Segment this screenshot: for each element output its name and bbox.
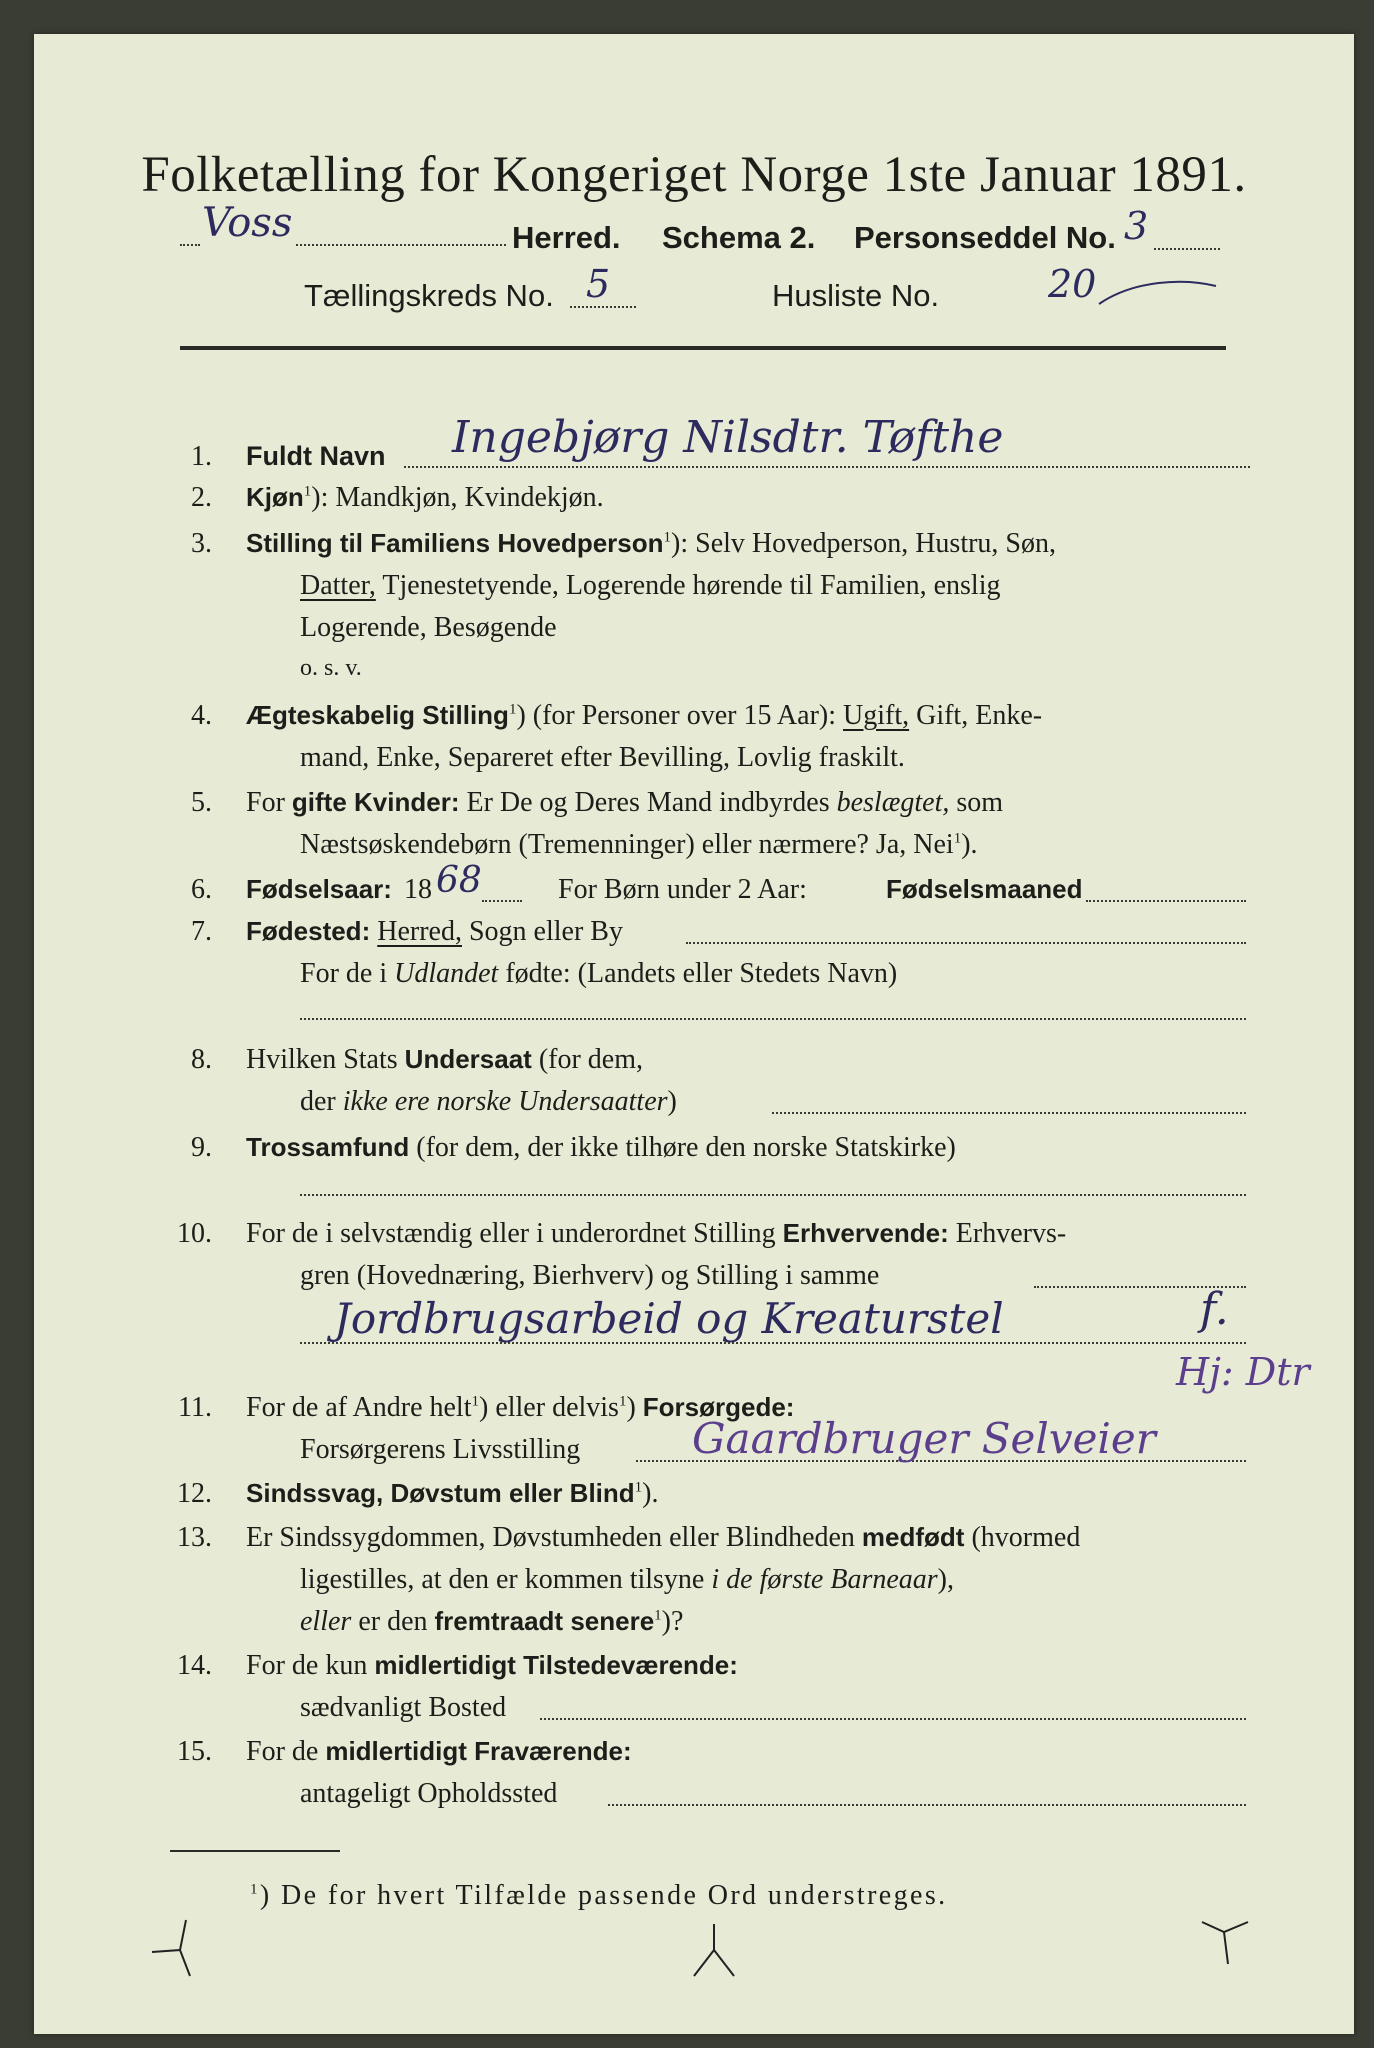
q8-line2-italic: ikke ere norske Undersaatter <box>342 1086 668 1117</box>
q3-line1-rest: ): Selv Hovedperson, Hustru, Søn, <box>671 528 1056 559</box>
q13-line1 <box>246 1524 1080 1552</box>
personseddel-value: 3 <box>1124 204 1149 248</box>
husliste-flourish <box>1094 270 1224 320</box>
q5-sup: 1 <box>953 830 962 847</box>
q8-line2 <box>300 1088 677 1116</box>
personseddel-dots <box>1154 248 1220 250</box>
q10-line1 <box>246 1220 1066 1248</box>
q10-annotation: Hj: Dtr <box>1176 1350 1310 1394</box>
footnote-text: ) De for hvert Tilfælde passende Ord understreges. <box>259 1880 948 1911</box>
q7-number: 7. <box>191 916 212 947</box>
q11-line1-mid: ) eller delvis <box>479 1392 619 1423</box>
q13-line3-post: )? <box>661 1606 684 1637</box>
q7-line1 <box>246 918 623 946</box>
q15-dots <box>608 1804 1246 1806</box>
q9-number: 9. <box>191 1132 212 1163</box>
corner-mark-center <box>684 1914 744 1984</box>
q8-line1-pre: Hvilken Stats <box>246 1044 405 1075</box>
q8-dots <box>772 1112 1246 1114</box>
q13-line2-italic: i de første Barneaar <box>711 1564 938 1595</box>
husliste-value: 20 <box>1048 262 1097 306</box>
q10-number: 10. <box>177 1218 212 1249</box>
q12-bold: Sindssvag, Døvstum eller Blind <box>246 1478 635 1508</box>
q3-line4: o. s. v. <box>300 655 362 681</box>
q9-dots <box>300 1194 1246 1196</box>
q6-label2: Fødselsmaaned <box>886 874 1083 904</box>
q9-rest: (for dem, der ikke tilhøre den norske Statskirke) <box>409 1132 956 1163</box>
q7-dots-1 <box>686 942 1246 944</box>
q7-herred: Herred, <box>377 916 462 947</box>
q11-line1-pre: For de af Andre helt <box>246 1392 472 1423</box>
q5-number: 5. <box>191 787 212 818</box>
q7-line2-pre: For de i <box>300 958 395 989</box>
q13-line3 <box>300 1608 683 1636</box>
q13-bold: medfødt <box>861 1522 965 1552</box>
q7-rest: Sogn eller By <box>461 916 623 947</box>
q13-line3-italic: eller <box>300 1606 352 1637</box>
q15-bold: midlertidigt Fraværende: <box>325 1736 632 1766</box>
q4-line1 <box>246 702 1042 730</box>
census-form-page <box>34 34 1354 2034</box>
q14-number: 14. <box>177 1650 212 1681</box>
q3-datter: Datter, <box>300 570 376 601</box>
q5-italic: beslægtet, <box>836 787 950 818</box>
q2-label: Kjøn <box>246 482 304 512</box>
q6-prefix: 18 <box>404 874 432 905</box>
q4-line2: mand, Enke, Separeret efter Bevilling, Lovlig fraskilt. <box>300 742 905 773</box>
q14-bold: midlertidigt Tilstedeværende: <box>374 1650 738 1680</box>
q3-line1 <box>246 530 1056 558</box>
q6-dots-month <box>1086 900 1246 902</box>
q5-line2-text: Næstsøskendebørn (Tremenninger) eller nærmere? Ja, Nei <box>300 829 954 860</box>
q13-line2-pre: ligestilles, at den er kommen tilsyne <box>300 1564 712 1595</box>
footnote-rule <box>170 1850 340 1852</box>
q1-dots <box>404 466 1250 468</box>
q3-label: Stilling til Familiens Hovedperson <box>246 528 664 558</box>
q2-number: 2. <box>191 482 212 513</box>
husliste-label: Husliste No. <box>772 278 940 313</box>
q6-mid: For Børn under 2 Aar: <box>558 874 807 905</box>
q4-label: Ægteskabelig Stilling <box>246 700 509 730</box>
q4-sup: 1 <box>508 701 517 718</box>
q10-bold: Erhvervende: <box>782 1218 949 1248</box>
header-rule <box>180 346 1226 350</box>
q11-sup-1: 1 <box>471 1393 479 1410</box>
q11-line1-mid2: ) <box>626 1392 643 1423</box>
herred-value: Voss <box>202 200 293 246</box>
q13-line3-mid: er den <box>351 1606 435 1637</box>
q3-line2 <box>300 572 1000 600</box>
q3-sup: 1 <box>663 529 672 546</box>
taellingskreds-dots <box>570 306 636 308</box>
q2-sup: 1 <box>303 483 312 500</box>
q9-line1 <box>246 1134 956 1162</box>
q13-sup: 1 <box>654 1607 662 1624</box>
q6-number: 6. <box>191 874 212 905</box>
q8-bold: Undersaat <box>404 1044 532 1074</box>
q8-number: 8. <box>191 1044 212 1075</box>
q15-line2: antageligt Opholdssted <box>300 1778 558 1809</box>
q7-line2-italic: Udlandet <box>394 958 499 989</box>
q6-answer: 68 <box>436 860 482 901</box>
q8-line1-post: (for dem, <box>531 1044 644 1075</box>
q11-number: 11. <box>178 1392 212 1423</box>
schema-label: Schema 2. <box>662 220 816 255</box>
q11-answer: Gaardbruger Selveier <box>692 1414 1156 1463</box>
corner-mark-left <box>144 1914 204 1984</box>
q4-line1-pre: ) (for Personer over 15 Aar): <box>516 700 843 731</box>
q15-line1 <box>246 1738 632 1766</box>
q10-line1-post: Erhvervs- <box>948 1218 1067 1249</box>
q4-line1-post: Gift, Enke- <box>909 700 1043 731</box>
q7-label: Fødested: <box>246 916 371 946</box>
q2-text <box>246 484 604 512</box>
taellingskreds-value: 5 <box>586 262 611 306</box>
q6-dots-year <box>482 900 522 902</box>
q14-line1 <box>246 1652 738 1680</box>
form-title: Folketælling for Kongeriget Norge 1ste Januar 1891. <box>141 147 1247 203</box>
q13-line1-post: (hvormed <box>964 1522 1081 1553</box>
q5-line1-post: som <box>949 787 1004 818</box>
q5-line2-post: ). <box>961 829 978 860</box>
q4-ugift: Ugift, <box>843 700 910 731</box>
q15-number: 15. <box>177 1736 212 1767</box>
q11-sup-2: 1 <box>618 1393 627 1410</box>
q4-number: 4. <box>191 700 212 731</box>
corner-mark-right <box>1194 1908 1254 1978</box>
footnote <box>250 1882 948 1910</box>
q13-line2-post: ), <box>937 1564 954 1595</box>
q5-pre: For <box>246 787 292 818</box>
q3-number: 3. <box>191 528 212 559</box>
q15-line1-pre: For de <box>246 1736 326 1767</box>
q10-line1-pre: For de i selvstændig eller i underordnet Stilling <box>246 1218 783 1249</box>
q10-answer: Jordbrugsarbeid og Kreaturstel <box>334 1294 1004 1343</box>
q14-dots <box>540 1718 1246 1720</box>
q8-line2-pre: der <box>300 1086 343 1117</box>
q1-label: Fuldt Navn <box>246 441 386 471</box>
q3-line2-rest: Tjenestetyende, Logerende hørende til Familien, enslig <box>375 570 1001 601</box>
q11-line2: Forsørgerens Livsstilling <box>300 1434 581 1465</box>
q8-line2-post: ) <box>667 1086 677 1117</box>
q12-rest: ). <box>642 1478 659 1509</box>
q8-line1 <box>246 1046 643 1074</box>
q10-dots-2 <box>300 1342 1246 1344</box>
q11-bold: Forsørgede: <box>642 1392 795 1422</box>
herred-dots-right <box>296 244 506 246</box>
herred-dots-left <box>180 244 200 246</box>
q7-line2 <box>300 960 897 988</box>
q14-line2: sædvanligt Bosted <box>300 1692 507 1723</box>
q12-line1 <box>246 1480 658 1508</box>
herred-label: Herred. <box>512 220 621 255</box>
q5-line1 <box>246 789 1003 817</box>
taellingskreds-label: Tællingskreds No. <box>304 278 554 313</box>
q3-line3: Logerende, Besøgende <box>300 612 557 643</box>
q14-line1-pre: For de kun <box>246 1650 375 1681</box>
q10-answer2: f. <box>1200 1284 1229 1335</box>
q5-line2 <box>300 831 978 859</box>
q13-line1-pre: Er Sindssygdommen, Døvstumheden eller Blindheden <box>246 1522 862 1553</box>
q1-answer: Ingebjørg Nilsdtr. Tøfthe <box>452 412 1004 463</box>
q2-rest: ): Mandkjøn, Kvindekjøn. <box>311 482 604 513</box>
q6-label: Fødselsaar: <box>246 874 392 904</box>
footnote-sup: 1 <box>250 1881 260 1898</box>
q7-line2-post: fødte: (Landets eller Stedets Navn) <box>498 958 898 989</box>
q9-bold: Trossamfund <box>246 1132 410 1162</box>
q12-sup: 1 <box>634 1479 643 1496</box>
q13-line3-bold: fremtraadt senere <box>434 1606 655 1636</box>
personseddel-label: Personseddel No. <box>854 220 1116 255</box>
q5-line1-mid: Er De og Deres Mand indbyrdes <box>459 787 837 818</box>
q7-dots-2 <box>300 1018 1246 1020</box>
q10-line2: gren (Hovednæring, Bierhverv) og Stilling i samme <box>300 1260 880 1291</box>
q13-number: 13. <box>177 1522 212 1553</box>
q13-line2 <box>300 1566 954 1594</box>
q5-bold: gifte Kvinder: <box>291 787 460 817</box>
q12-number: 12. <box>177 1478 212 1509</box>
q1-number: 1. <box>191 441 212 472</box>
